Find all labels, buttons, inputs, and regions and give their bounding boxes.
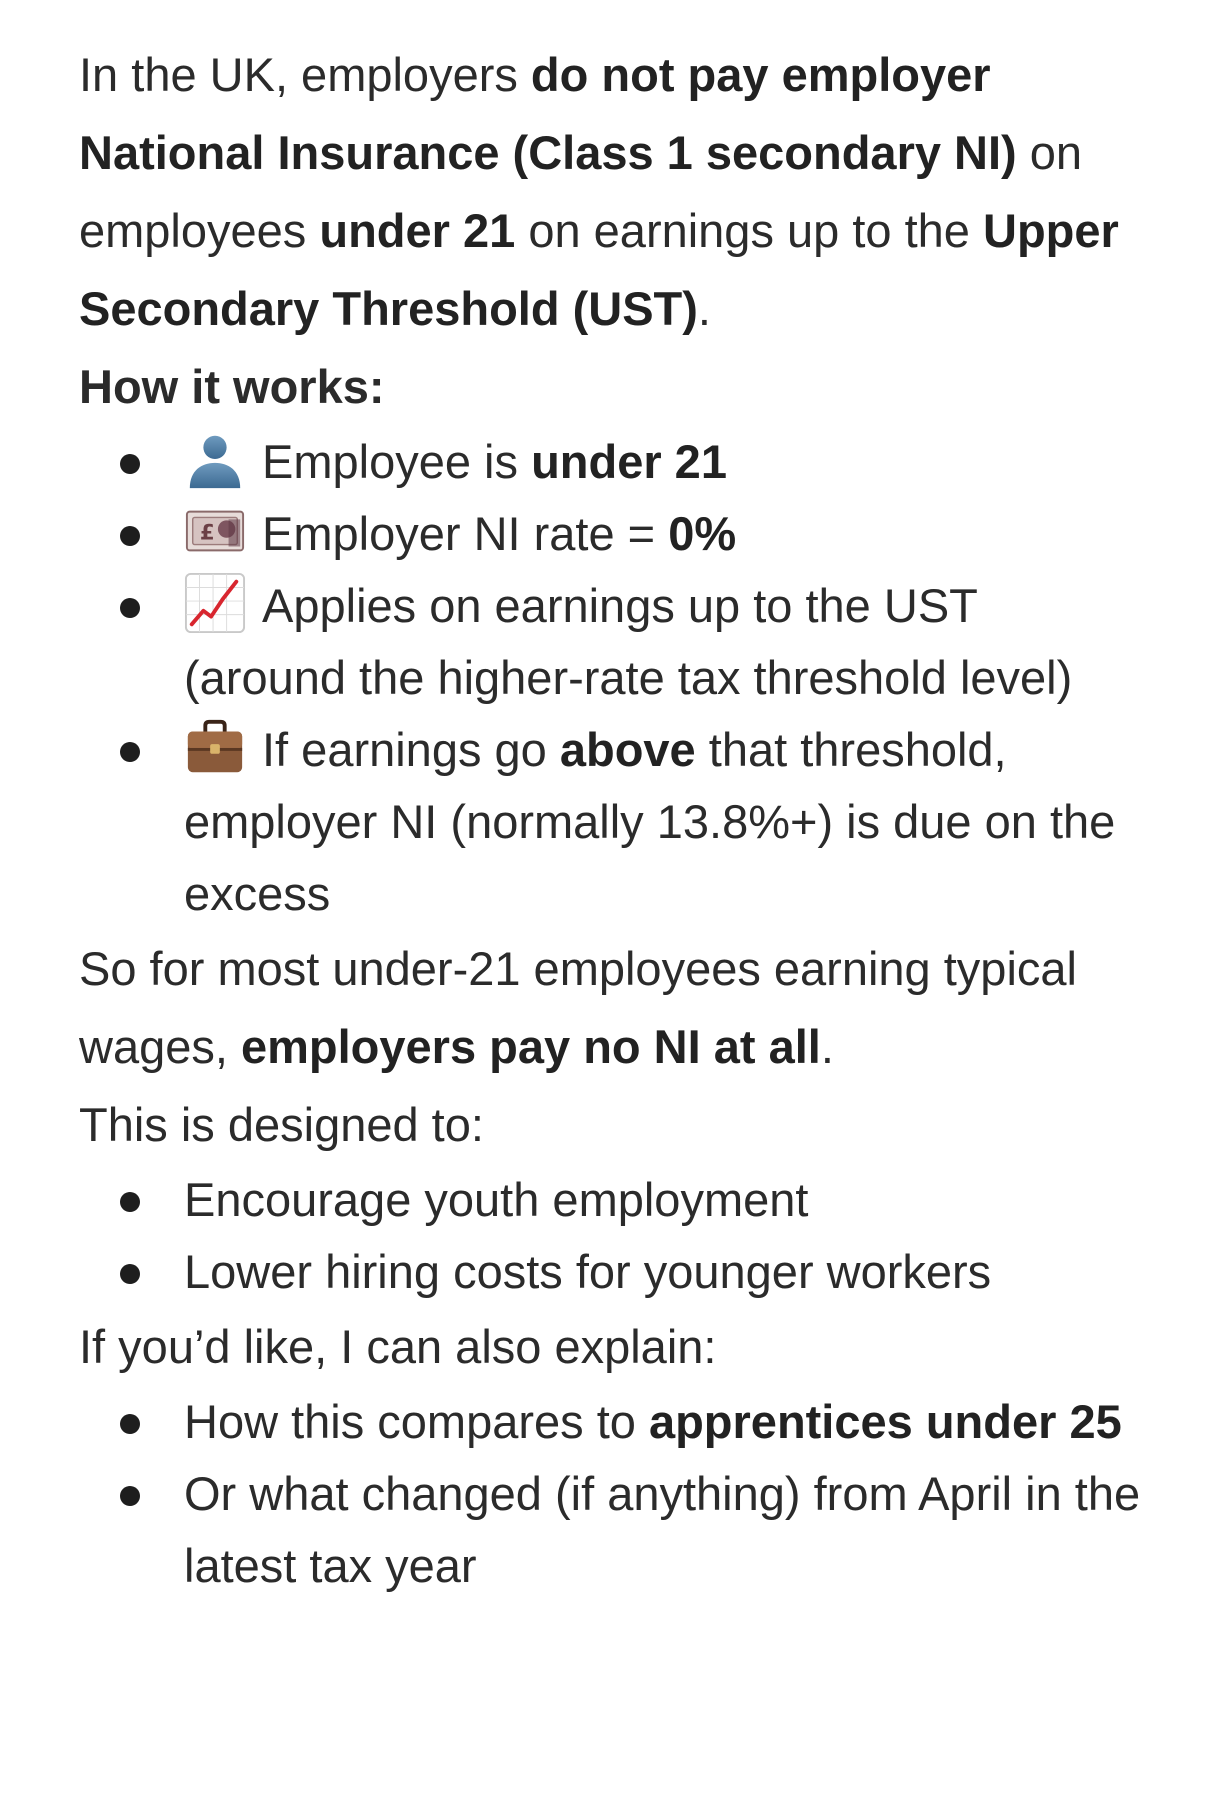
summary-bold: employers pay no NI at all — [240, 1020, 821, 1073]
list-item-bold: under 21 — [531, 435, 727, 488]
list-item-text-2: that threshold, employer NI (normally 13.8%+) is due on the excess — [184, 723, 1116, 920]
list-item-bold: apprentices under 25 — [648, 1395, 1122, 1448]
pound-banknote-icon — [184, 500, 246, 562]
intro-text-4: . — [697, 282, 711, 335]
list-item — [184, 714, 1145, 930]
list-item — [184, 570, 1145, 714]
briefcase-icon — [184, 716, 246, 778]
list-item-text: Applies on earnings up to the UST (around the higher-rate tax threshold level) — [184, 579, 1073, 704]
list-item: Or what changed (if anything) from April in the latest tax year — [184, 1458, 1145, 1602]
list-item-text: Employer NI rate = — [262, 507, 669, 560]
designed-list — [79, 1164, 1145, 1308]
svg-text:£: £ — [199, 520, 215, 546]
summary-paragraph — [79, 930, 1145, 1086]
person-silhouette-icon — [184, 428, 246, 490]
how-it-works-list — [79, 426, 1145, 930]
list-item — [184, 426, 1145, 498]
list-item-text: How this compares to — [184, 1395, 649, 1448]
list-item-text: Employee is — [262, 435, 532, 488]
intro-paragraph — [79, 36, 1145, 348]
intro-bold-3: Upper Secondary Threshold (UST) — [79, 204, 1119, 335]
intro-text-2: on employees — [79, 126, 1083, 257]
list-item — [184, 1386, 1145, 1458]
intro-text-1: In the UK, employers — [79, 48, 531, 101]
explain-heading: If you’d like, I can also explain: — [79, 1320, 717, 1373]
chart-increasing-icon — [184, 572, 246, 634]
list-item-text: If earnings go — [262, 723, 560, 776]
intro-bold-2: under 21 — [319, 204, 516, 257]
intro-bold-1: do not pay employer National Insurance (Class 1 secondary NI) — [79, 48, 1017, 179]
designed-heading: This is designed to: — [79, 1098, 484, 1151]
explain-list — [79, 1386, 1145, 1602]
list-item-bold: 0% — [668, 507, 737, 560]
list-item-bold: above — [559, 723, 696, 776]
intro-text-3: on earnings up to the — [515, 204, 983, 257]
list-item — [184, 498, 1145, 570]
list-item: Lower hiring costs for younger workers — [184, 1236, 1145, 1308]
summary-text-2: . — [820, 1020, 834, 1073]
how-it-works-heading: How it works: — [79, 360, 385, 413]
list-item: Encourage youth employment — [184, 1164, 1145, 1236]
summary-text-1: So for most under-21 employees earning typical wages, — [79, 942, 1077, 1073]
